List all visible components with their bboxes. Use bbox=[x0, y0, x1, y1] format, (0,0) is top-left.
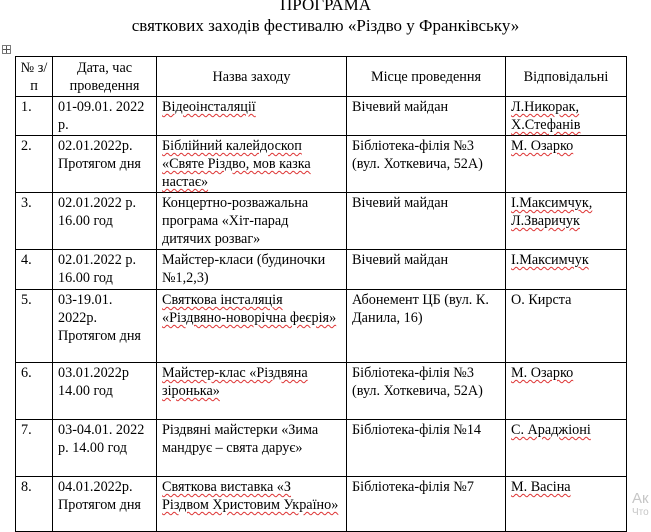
cell-place: Абонемент ЦБ (вул. К. Данила, 16) bbox=[347, 290, 506, 363]
table-row bbox=[16, 363, 627, 420]
cell-num: 3. bbox=[16, 193, 53, 250]
table-row bbox=[16, 477, 627, 532]
cell-date: 03.01.2022р 14.00 год bbox=[53, 363, 157, 420]
table-row bbox=[16, 136, 627, 193]
header-event: Назва заходу bbox=[157, 57, 347, 97]
watermark-line-1: Ак bbox=[632, 490, 649, 507]
cell-responsible: М. Озарко bbox=[506, 136, 627, 193]
cell-date: 02.01.2022р. Протягом дня bbox=[53, 136, 157, 193]
table-header-row bbox=[16, 57, 627, 97]
title-line-2: святкових заходів фестивалю «Різдво у Франківську» bbox=[131, 16, 520, 35]
cell-event: Різдвяні майстерки «Зима мандрує – свята дарує» bbox=[157, 420, 347, 477]
cell-place: Вічевий майдан bbox=[347, 193, 506, 250]
cell-place: Бібліотека-філія №7 bbox=[347, 477, 506, 532]
cell-responsible: С. Араджіоні bbox=[506, 420, 627, 477]
cell-place: Бібліотека-філія №14 bbox=[347, 420, 506, 477]
header-responsible: Відповідальні bbox=[506, 57, 627, 97]
cell-event: Святкова інсталяція «Різдвяно-новорічна феєрія» bbox=[157, 290, 347, 363]
cell-num: 6. bbox=[16, 363, 53, 420]
cell-responsible: І.Максимчук bbox=[506, 250, 627, 290]
cell-responsible: І.Максимчук, Л.Зваричук bbox=[506, 193, 627, 250]
cell-event: Святкова виставка «З Різдвом Христовим Україно» bbox=[157, 477, 347, 532]
cell-num: 8. bbox=[16, 477, 53, 532]
table-row bbox=[16, 290, 627, 363]
cell-place: Вічевий майдан bbox=[347, 97, 506, 136]
program-table bbox=[15, 56, 627, 532]
cell-responsible: О. Кирста bbox=[506, 290, 627, 363]
cell-event: Концертно-розважальна програма «Хіт-парад дитячих розваг» bbox=[157, 193, 347, 250]
watermark-line-2: Что bbox=[632, 507, 649, 518]
table-row bbox=[16, 97, 627, 136]
cell-date: 02.01.2022 р. 16.00 год bbox=[53, 250, 157, 290]
table-row bbox=[16, 193, 627, 250]
document-title bbox=[0, 0, 651, 36]
cell-event: Біблійний калейдоскоп «Святе Різдво, мов казка настає» bbox=[157, 136, 347, 193]
cell-event: Відеоінсталяції bbox=[157, 97, 347, 136]
cell-responsible: М. Озарко bbox=[506, 363, 627, 420]
table-move-handle-icon[interactable] bbox=[2, 45, 11, 54]
table-row bbox=[16, 250, 627, 290]
header-num: № з/п bbox=[16, 57, 53, 97]
cell-place: Бібліотека-філія №3 (вул. Хоткевича, 52А) bbox=[347, 363, 506, 420]
cell-num: 1. bbox=[16, 97, 53, 136]
activation-watermark bbox=[632, 490, 649, 519]
cell-num: 2. bbox=[16, 136, 53, 193]
header-date: Дата, час проведення bbox=[53, 57, 157, 97]
cell-date: 02.01.2022 р. 16.00 год bbox=[53, 193, 157, 250]
cell-responsible: Л.Никорак, Х.Стефанів bbox=[506, 97, 627, 136]
cell-responsible: М. Васіна bbox=[506, 477, 627, 532]
cell-place: Вічевий майдан bbox=[347, 250, 506, 290]
table-row bbox=[16, 420, 627, 477]
cell-date: 01-09.01. 2022 р. bbox=[53, 97, 157, 136]
cell-date: 04.01.2022р. Протягом дня bbox=[53, 477, 157, 532]
cell-event: Майстер-класи (будиночки №1,2,3) bbox=[157, 250, 347, 290]
cell-num: 5. bbox=[16, 290, 53, 363]
cell-date: 03-04.01. 2022 р. 14.00 год bbox=[53, 420, 157, 477]
cell-place: Бібліотека-філія №3 (вул. Хоткевича, 52А) bbox=[347, 136, 506, 193]
cell-date: 03-19.01. 2022р. Протягом дня bbox=[53, 290, 157, 363]
title-line-1: ПРОГРАМА bbox=[280, 0, 371, 14]
header-place: Місце проведення bbox=[347, 57, 506, 97]
cell-num: 7. bbox=[16, 420, 53, 477]
cell-num: 4. bbox=[16, 250, 53, 290]
cell-event: Майстер-клас «Різдвяна зіронька» bbox=[157, 363, 347, 420]
